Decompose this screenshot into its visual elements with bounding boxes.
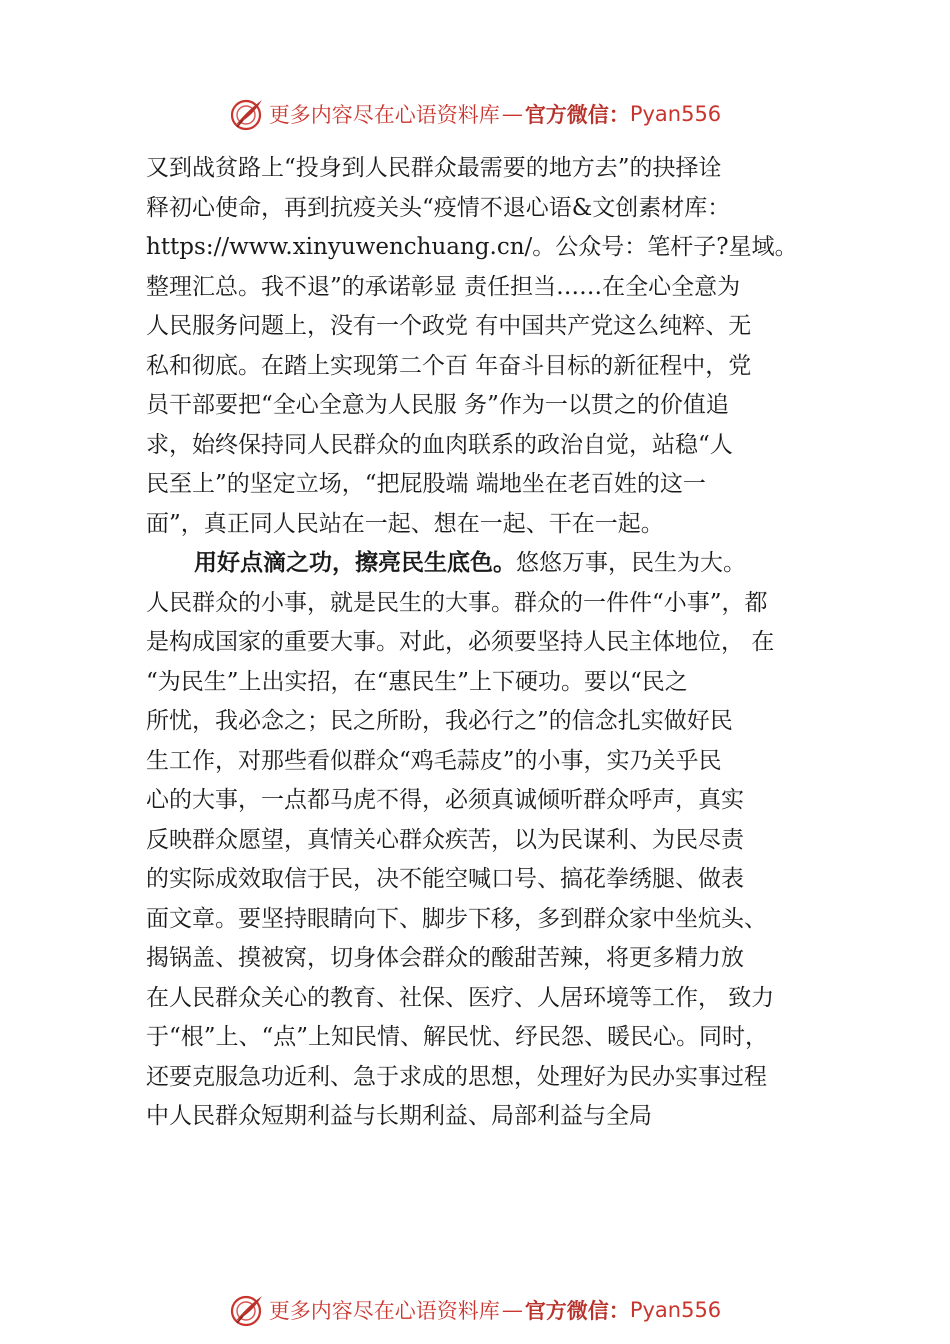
text-line: “为民生”上出实招，在“惠民生”上下硬功。要以“民之 <box>146 668 688 695</box>
quill-logo-icon <box>229 96 265 132</box>
text-line: 员干部要把“全心全意为人民服 务”作为一以贯之的价值追 <box>146 392 729 418</box>
quill-logo-icon <box>229 1292 265 1328</box>
text-line: 人民服务问题上，没有一个政党 有中国共产党这么纯粹、无 <box>146 313 752 339</box>
text-line: 求，始终保持同人民群众的血肉联系的政治自觉，站稳“人 <box>146 431 733 458</box>
text-line: 揭锅盖、摸被窝，切身体会群众的酸甜苦辣，将更多精力放 <box>146 945 744 971</box>
paragraph-lead: 悠悠万事，民生为大。 <box>516 550 746 576</box>
paragraph-first-line <box>146 544 822 584</box>
text-line: 整理汇总。我不退”的承诺彰显 责任担当……在全心全意为 <box>146 273 741 300</box>
text-line: 又到战贫路上“投身到人民群众最需要的地方去”的抉择诠 <box>146 155 722 181</box>
text-line: 面文章。要坚持眼睛向下、脚步下移，多到群众家中坐炕头、 <box>146 905 767 932</box>
text-line: 是构成国家的重要大事。对此，必须要坚持人民主体地位， 在 <box>146 629 775 655</box>
banner-text: 更多内容尽在心语资料库 <box>268 103 500 127</box>
banner-separator: — <box>501 102 523 126</box>
text-line: 人民群众的小事，就是民生的大事。群众的一件件“小事”，都 <box>146 589 768 616</box>
paragraph-heading: 用好点滴之功，擦亮民生底色。 <box>194 550 516 576</box>
text-line: 民至上”的坚定立场，“把屁股端 端地坐在老百姓的这一 <box>146 471 706 497</box>
text-line: 所忧，我必念之；民之所盼，我必行之”的信念扎实做好民 <box>146 708 733 734</box>
banner-label: 官方微信： <box>524 1298 630 1323</box>
text-line: 于“根”上、“点”上知民情、解民忧、纾民怨、暖民心。同时， <box>146 1024 769 1050</box>
text-line: 的实际成效取信于民，决不能空喊口号、搞花拳绣腿、做表 <box>146 866 744 892</box>
text-line: 心的大事，一点都马虎不得，必须真诚倾听群众呼声，真实 <box>146 787 744 813</box>
banner-wechat-id: Pyan556 <box>629 102 722 126</box>
header-banner <box>0 94 950 134</box>
banner-wechat-id: Pyan556 <box>629 1298 722 1322</box>
banner-separator: — <box>501 1298 523 1322</box>
text-line: 中人民群众短期利益与长期利益、局部利益与全局 <box>146 1103 652 1129</box>
text-line: https://www.xinyuwenchuang.cn/。公众号：笔杆子?星域。 <box>146 234 798 260</box>
footer-banner <box>0 1290 950 1330</box>
text-line: 生工作，对那些看似群众“鸡毛蒜皮”的小事，实乃关乎民 <box>146 747 722 774</box>
banner-text: 更多内容尽在心语资料库 <box>268 1299 500 1323</box>
text-line: 面”，真正同人民站在一起、想在一起、干在一起。 <box>146 510 664 537</box>
document-body <box>146 149 822 1137</box>
banner-label: 官方微信： <box>524 102 630 127</box>
text-line: 在人民群众关心的教育、社保、医疗、人居环境等工作， 致力 <box>146 984 775 1011</box>
text-line: 还要克服急功近利、急于求成的思想，处理好为民办实事过程 <box>146 1063 767 1090</box>
text-line: 反映群众愿望，真情关心群众疾苦，以为民谋利、为民尽责 <box>146 826 744 853</box>
text-line: 私和彻底。在踏上实现第二个百 年奋斗目标的新征程中，党 <box>146 352 752 379</box>
text-line: 释初心使命，再到抗疫关头“疫情不退心语&文创素材库： <box>146 194 731 221</box>
